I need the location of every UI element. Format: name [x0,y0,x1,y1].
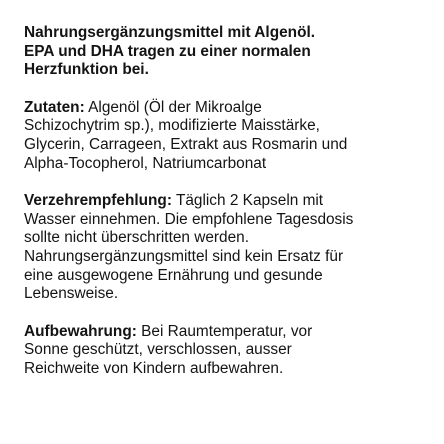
label-text [24,24,436,398]
ingredients-line-3: Glycerin, Carrageen, Extrakt aus Rosmarin und [24,135,348,153]
claim-line-1: Nahrungsergänzungsmittel mit Algenöl. [24,24,316,41]
dosage-line-1: Täglich 2 Kapseln mit [171,192,324,210]
dosage-line-2: Wasser einnehmen. Die empfohlene Tagesdosis [24,210,354,228]
ingredients-line-4: Alpha-Tocopherol, Natriumcarbonat [24,154,267,172]
dosage-section [24,192,436,304]
claim-line-3: Herzfunktion bei. [24,61,149,79]
storage-line-2: Sonne geschützt, verschlossen, ausser [24,341,292,359]
dosage-line-4: Nahrungsergänzungsmittel sind kein Ersatz für [24,247,344,265]
storage-line-1: Bei Raumtemperatur, vor [136,322,313,340]
dosage-line-3: sollte nicht überschritten werden. [24,229,249,247]
ingredients-section [24,99,436,173]
dosage-label: Verzehrempfehlung: [24,192,172,210]
ingredients-label: Zutaten: [24,98,85,116]
claim-line-2: EPA und DHA tragen zu einer normalen [24,42,311,60]
dosage-line-5: eine ausgewogene Ernährung und gesunde [24,266,323,284]
storage-section [24,323,436,379]
storage-line-3: Reichweite von Kindern aufbewahren. [24,359,284,377]
product-claim [24,24,436,80]
dosage-line-6: Lebensweise. [24,285,119,303]
ingredients-line-2: Schizochytrim sp.), modifizierte Maisstärke, [24,117,320,135]
ingredients-line-1: Algenöl (Öl der Mikroalge [84,98,262,116]
storage-label: Aufbewahrung: [24,322,137,340]
